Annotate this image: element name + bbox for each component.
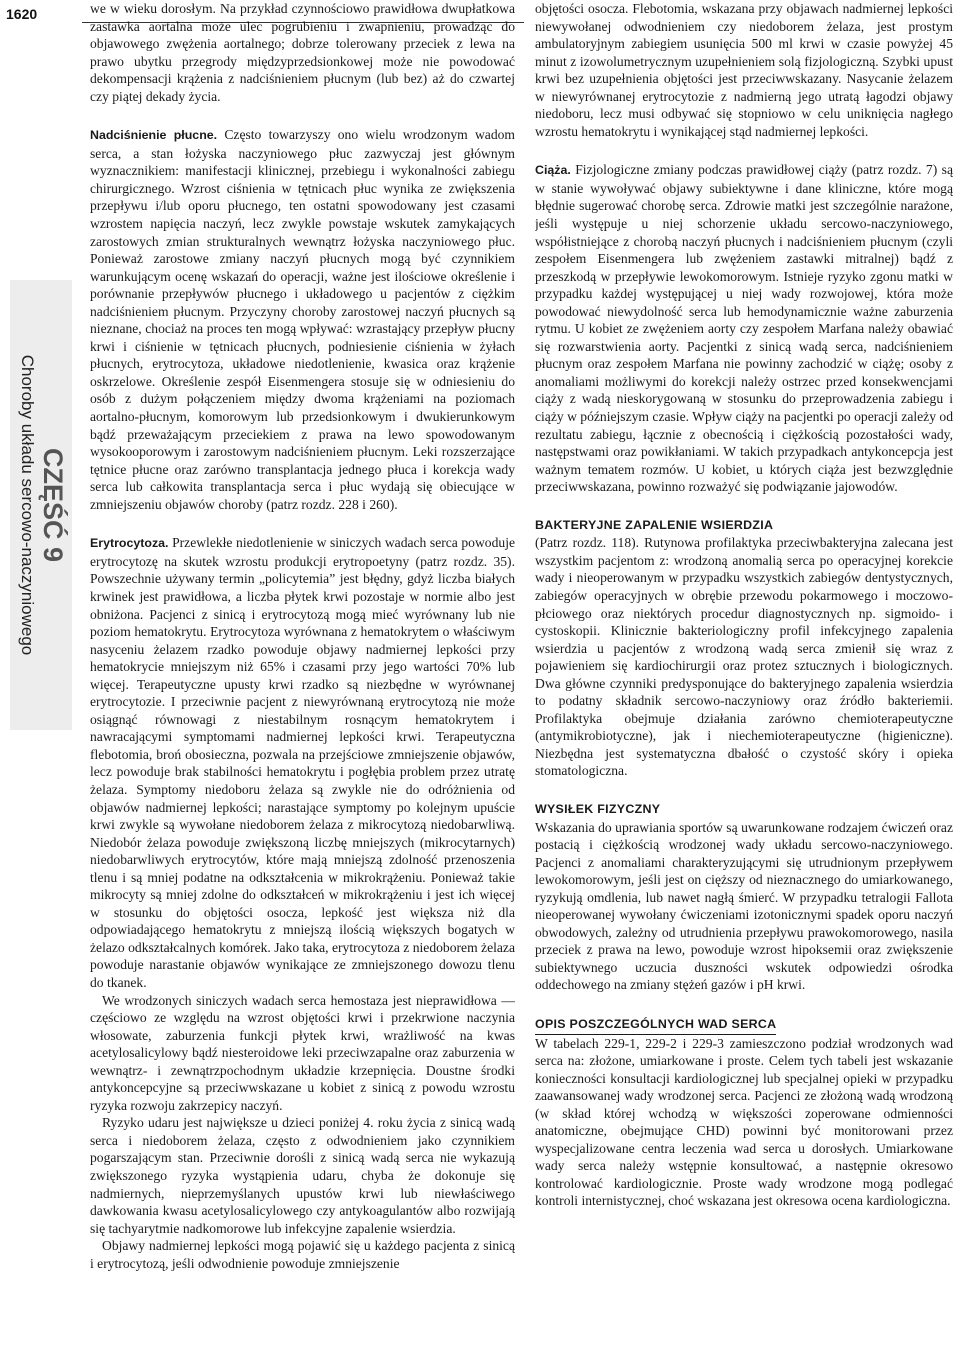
paragraph-hemostasis: We wrodzonych siniczych wadach serca hemostaza jest nieprawidłowa — częściowo ze względu na wzrost objętości krwi i przekrwione naczynia włosowate, zaburzenia funkcji płytek krwi, wrażliwość na kwas acetylosalicylowy bądź niesteroidowe leki przeciwzapalne oraz zaburzenia w wewnątrz- i zewnątrzpochodnym układzie krzepnięcia. Doustne środki antykoncepcyjne są przeciwwskazane u kobiet z sinicą z powodu wzrostu ryzyka rozwoju zakrzepicy naczyń. [90, 992, 515, 1113]
side-tab-text [10, 280, 72, 730]
text-pregnancy: Fizjologiczne zmiany podczas prawidłowej ciąży (patrz rozdz. 7) są w stanie wywoływać objawy subiektywne i dane kliniczne, które mogą błędnie sugerować chorobę serca. Zdrowie matki jest szczególnie narażone, jeśli występuje u niej schorzenie układu sercowo-naczyniowego, współistniejące z chorobą naczyń płucnych i nadciśnieniem płucnym (czyli zespołem Eisenmengera lub zwężeniem zastawki mitralnej) bądź z przeszkodą w przepływie lewokomorowym. Istnieje ryzyko zgonu matki w przypadku każdej występującej u niej wady rozwojowej, która może powodować niewydolność serca lub hemodynamicznie ważne zaburzenia rytmu. U kobiet ze zwężeniem aorty czy zespołem Marfana należy obawiać się rozwarstwienia aorty. Pacjentki z sinicą wadą serca, nadciśnieniem płucnym oraz zespołem Marfana nie powinny zachodzić w ciążę; osoby z anomaliami możliwymi do korekcji należy ostrzec przed konsekwencjami ciąży z wadą nieskorygowaną w stosunku do przeprowadzenia zabiegu i ciąży w późniejszym czasie. Wpływ ciąży na pacjentki po operacji zależy od rezultatu zabiegu, łącznie z obecnością i ciężkością pozostałości wady, następstwami oraz powikłaniami. W takich przypadkach antykoncepcja jest ważnym tematem rozmów. U kobiet, u których ciąża jest bezwzględnie przeciwwskazana, powinno rozważyć się podwiązanie jajowodów. [535, 162, 953, 495]
heading-endocarditis: BAKTERYJNE ZAPALENIE WSIERDZIA [535, 517, 774, 532]
text-exercise: Wskazania do uprawiania sportów są uwarunkowane rodzajem ćwiczeń oraz postacią i ciężkością wrodzonej wady układu sercowo-naczyniowego. Pacjenci z anomaliami charakteryzującymi się utrudnionym przepływem lewokomorowym, jeśli jest on cięższy od nieznacznego do umiarkowanego, ryzykują omdlenia, lub nawet nagłą śmierć. W przypadku tetralogii Fallota nieoperowanej wywołany ćwiczeniami izotonicznymi spadek oporu naczyń obwodowych, zależny od utrudnienia przepływu prawokomorowego, nasila przeciek z prawa na lewo, powoduje wzrost hipoksemii oraz zwiększenie subiektywnego uczucia duszności wskutek odpowiedzi ośrodka oddechowego na zmiany stężeń gazów i pH krwi. [535, 819, 953, 993]
text-pulmonary-hypertension: Często towarzyszy ono wielu wrodzonym wadom serca, a stan łożyska naczyniowego płuc zazwyczaj jest głównym wyznacznikiem: manifestacji klinicznej, przebiegu i wykonalności zabiegu chirurgicznego. Wzrost ciśnienia w tętnicach płuc wynika ze zwiększenia przepływu i/lub oporu płucnego, ten ostatni spowodowany jest czasami wzrostem napięcia naczyń, lecz zwykle powstaje wskutek zamykających zarostowych zmian strukturalnych wewnątrz łożyska naczyniowego płuc. Ponieważ zarostowe zmiany naczyń płucnych mogą być czynnikiem warunkującym ocenę wskazań do operacji, ważne jest ilościowe określenie i porównanie przepływów płucnego i układowego u pacjentów z ciężkim nadciśnieniem płucnym. Przyczyny choroby zarostowej naczyń płucnych są nieznane, chociaż na proces ten mogą wpływać: wzrastający przepływ płucny krwi i ciśnienie w tętnicach płucnych, podniesienie ciśnienia w żyłach płucnych, erytrocytoza, układowe niedotlenienie, kwasica oraz krążenie oskrzelowe. Określenie zespół Eisenmengera stosuje się w odniesieniu do osób z dużym połączeniem między dwoma krążeniami na poziomach aortalno-płucnym, komorowym lub przedsionkowym i dwukierunkowym bądź przeważającym przeciekiem z prawa na lewo spowodowanym wysokooporowym i zarostowym nadciśnieniem płucnym. Leki rozszerzające tętnice płucne oraz zarówno transplantacja jednego płuca i korekcja wady serca lub całkowita transplantacja serca i płuc wydają się obiecujące w zmniejszeniu objawów choroby (patrz rozdz. 228 i 260). [90, 127, 515, 512]
heading-defect-description: OPIS POSZCZEGÓLNYCH WAD SERCA [535, 1016, 776, 1035]
left-column [90, 0, 515, 1349]
heading-exercise: WYSIŁEK FIZYCZNY [535, 801, 661, 816]
text-endocarditis: (Patrz rozdz. 118). Rutynowa profilaktyka przeciwbakteryjna zalecana jest wszystkim pacjentom z: wrodzoną anomalią serca po operacyjnej korekcie wady i nieoperowanym w przypadku wszystkich zabiegów dentystycznych, zabiegów operacyjnych w obrębie przewodu pokarmowego i moczowo-płciowego oraz niektórych procedur diagnostycznych np. sigmoido- i cystoskopii. Klinicznie bakteriologiczny profil infekcyjnego zapalenia wsierdzia u pacjentów z wrodzoną wadą serca zmienił się wraz z pojawieniem się kardiochirurgii oraz protez sztucznych i biologicznych. Dwa główne czynniki predysponujące do bakteryjnego zapalenia wsierdzia to podatny składnik sercowo-naczyniowy oraz źródło bakteriemii. Profilaktyka obejmuje działania zarówno chemioterapeutyczne (antymikrobiotyczne), jak i niechemioterapeutyczne (higieniczne). Niezbędna jest systematyczna dbałość o czystość skóry i opieka stomatologiczna. [535, 535, 953, 779]
paragraph-continuation: objętości osocza. Flebotomia, wskazana przy objawach nadmiernej lepkości niewywołanej odwodnieniem czy niedoborem żelaza, jest prostym ambulatoryjnym zabiegiem usunięcia 500 ml krwi w czasie powyżej 45 minut z izowolumetrycznym uzupełnieniem solą fizjologiczną. Szybki upust krwi bez uzupełnienia objętości jest przeciwwskazany. Nasycanie żelazem w niewyrównanej erytrocytozie z nadmierną jego utratą łagodzi objawy niedoboru, lecz musi odbywać się stopniowo w celu uniknięcia nagłego wzrostu hematokrytu i wynikającej stąd nadmiernej lepkości. [535, 1, 953, 139]
text-defect-description: W tabelach 229-1, 229-2 i 229-3 zamieszczono podział wrodzonych wad serca na: złożone, umiarkowane i proste. Celem tych tabeli jest wskazanie konieczności konsultacji kardiologicznej lub specjalnej opieki w przypadku zaawansowanej wady wrodzonej serca. Pacjenci ze złożoną wadą wrodzoną (w skład której wchodzą w większości zoperowane odmienności anatomiczne, obejmujące CHD) powinni być monitorowani przez wyspecjalizowane centra leczenia wad serca u dorosłych. Umiarkowane wady serca należy wstępnie konsultować, a następnie okresowo kontrolować kardiologicznie. Proste wady wrodzone mogą podlegać kontroli internistycznej, choć wskazana jest okresowa ocena kardiologiczna. [535, 1035, 953, 1209]
right-column [535, 0, 953, 1349]
side-tab-part: CZĘŚĆ 9 [38, 447, 68, 563]
section-pregnancy [535, 161, 953, 495]
text-erythrocytosis: Przewlekłe niedotlenienie w siniczych wadach serca powoduje erytrocytozę na skutek wzrostu produkcji erytropoetyny (patrz rozdz. 35). Powszechnie używany termin „policytemia” jest błędny, gdyż liczba białych krwinek jest prawidłowa, a liczba płytek krwi pozostaje w normie albo jest obniżona. Pacjenci z sinicą i erytrocytozą mogą mieć wyrównany lub nie poziom hematokrytu. Erytrocytoza wyrównana z hematokrytem o właściwym nasyceniu żelazem rzadko powoduje objawy nadmiernej lepkości przy hematokrycie mniejszym niż 65% i czasami przy jego wartości 70% lub więcej. Terapeutyczne upusty krwi rzadko są niezbędne w wyrównanej erytrocytozie. I przeciwnie pacjent z niewyrównaną erytrocytozą nie może osiągnąć równowagi z niestabilnym rosnącym hematokrytem i nawracającymi symptomami nadmiernej lepkości krwi. Terapeutyczna flebotomia, broń obosieczna, pozwala na przejściowe zmniejszenie objawów, lecz powoduje brak stabilności hematokrytu i pogłębia problem przez utratę żelaza. Symptomy niedoboru żelaza są zwykle nie do odróżnienia od objawów nadmiernej lepkości; narastające symptomy po kolejnym upuście krwi zwykle są wywołane niedoborem żelaza z mikrocytozą niedobarwliwą. Niedobór żelaza powoduje zwiększoną liczbę mniejszych (mikrocytarnych) niedobarwliwych erytrocytów, które mają mniejszą zdolność przenoszenia tlenu i są mniej podatne na odkształcenia w mikrokrążeniu. Ponieważ takie mikrocyty są mniej zdolne do odkształceń w mikrokrążeniu i jest ich więcej w stosunku do objętości osocza, lepkość jest większa niż dla odpowiadającego hematokrytu z mniejszą ilością większych bogatych w żelazo odkształcalnych komórek. Jako taka, erytrocytoza z niedoborem żelaza powoduje narastanie objawów wynikające ze zmniejszonego dowozu tlenu do tkanek. [90, 535, 515, 990]
paragraph-stroke: Ryzyko udaru jest największe u dzieci poniżej 4. roku życia z sinicą wadą serca i niedoborem żelaza, często z odwodnieniem jako czynnikiem pogarszającym stan. Przeciwnie dorośli z sinicą wadą serca nie wykazują zwiększonego ryzyka wystąpienia udaru, chyba że dokonuje się nadmiernych, nieprzemyślanych upustów krwi lub niewłaściwego dawkowania kwasu acetylosalicylowego czy antykoagulantów albo rozwijają się tachyarytmie nadkomorowe lub infekcyjne zapalenie wsierdzia. [90, 1115, 515, 1236]
page-number: 1620 [6, 6, 38, 22]
side-tab-title: Choroby układu sercowo-naczyniowego [18, 354, 37, 656]
heading-erythrocytosis: Erytrocytoza. [90, 536, 169, 551]
paragraph-intro: we w wieku dorosłym. Na przykład czynnościowo prawidłowa dwupłatkowa zastawka aortalna może ulec pogrubieniu i zwapnieniu, prowadząc do objawowego zwężenia aortalnego; dobrze tolerowany przeciek z lewa na prawo ubytku przegrody międzyprzedsionkowej może nie powodować dekompensacji krążenia z nadciśnieniem płucnym (lub bez) aż do czwartej czy piątej dekady życia. [90, 1, 515, 104]
heading-pulmonary-hypertension: Nadciśnienie płucne. [90, 128, 218, 143]
section-erythrocytosis [90, 534, 515, 991]
section-pulmonary-hypertension [90, 126, 515, 513]
paragraph-hyperviscosity: Objawy nadmiernej lepkości mogą pojawić się u każdego pacjenta z sinicą i erytrocytozą, jeśli odwodnienie powoduje zmniejszenie [90, 1238, 515, 1271]
heading-pregnancy: Ciąża. [535, 163, 571, 178]
chapter-side-tab [10, 280, 72, 730]
